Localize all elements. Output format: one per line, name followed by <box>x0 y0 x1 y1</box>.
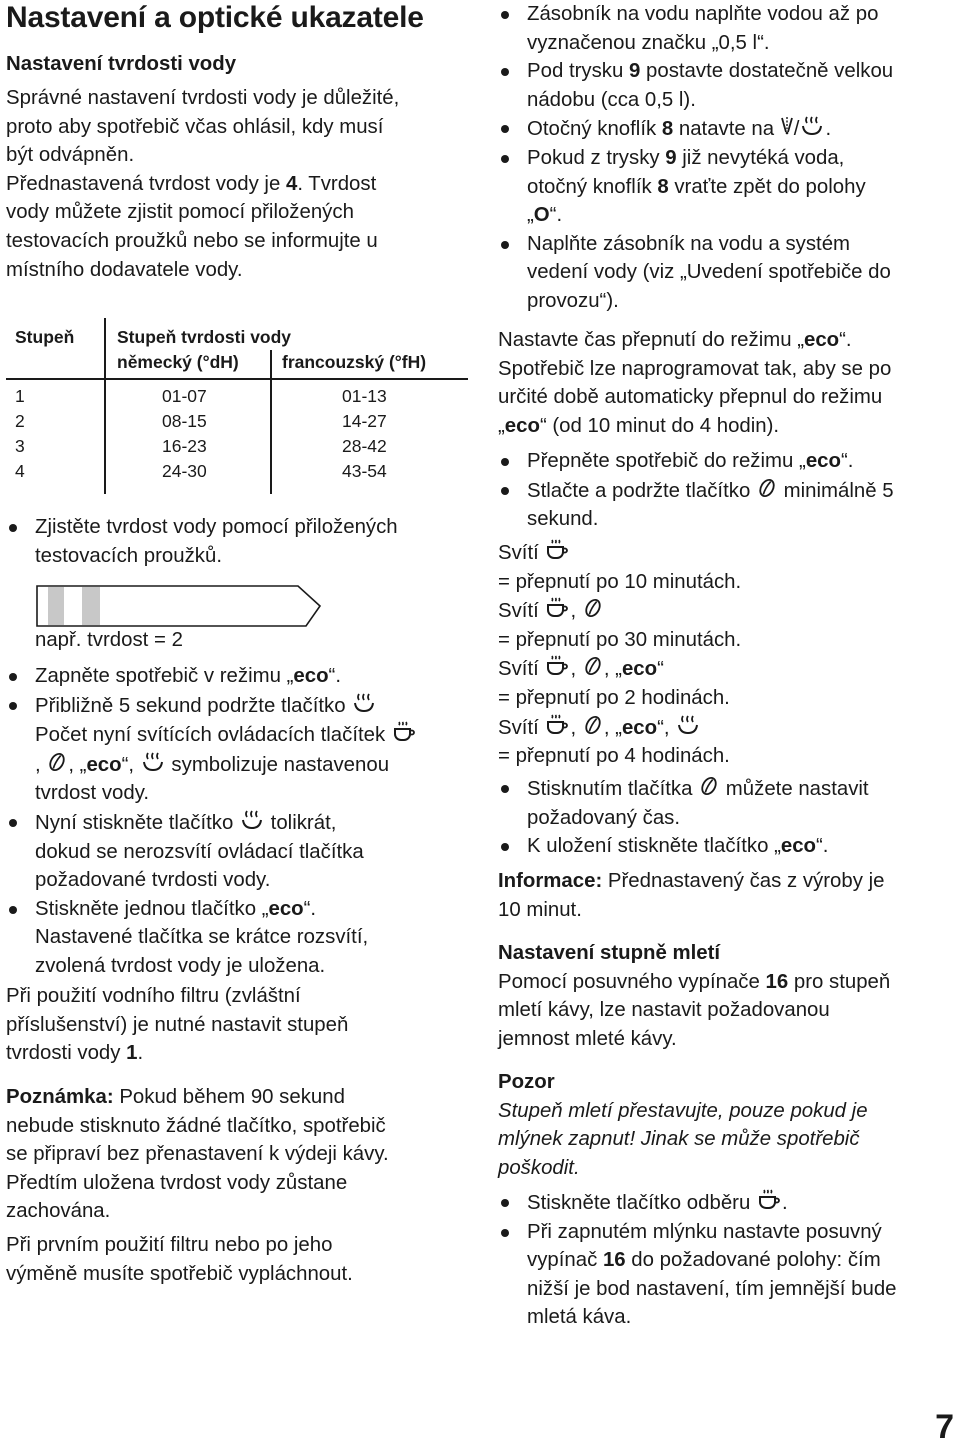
list-item: Naplňte zásobník na vodu a systém vedení vody (viz „Uvedení spotřebiče do provozu“). <box>498 230 954 316</box>
list-item: Zásobník na vodu naplňte vodou až po vyznačenou značku „0,5 l“. <box>498 0 954 57</box>
eco-time-options: Svítí = přepnutí po 10 minutách. Svítí , = přepnutí po 30 minutách. Svítí , , „eco“ = přepnutí po 2 hodinách. Svítí , , „eco“, = přepnutí po 4 hodinách. <box>498 538 954 771</box>
table-divider-2 <box>270 350 272 494</box>
intro-paragraph: Správné nastavení tvrdosti vody je důležité, proto aby spotřebič včas ohlásil, kdy musí být odvápněn. Přednastavená tvrdost vody je 4. Tvrdost vody můžete zjistit pomocí přiložených testovacích proužků nebo se informujte u místního dodavatele vody. <box>6 87 400 281</box>
table-header-french: francouzský (°fH) <box>282 352 427 372</box>
list-item: Stiskněte tlačítko odběru . <box>498 1188 954 1218</box>
caution-section: Pozor Stupeň mletí přestavujte, pouze pokud je mlýnek zapnut! Jinak se může spotřebič poškodit. <box>498 1068 954 1182</box>
bean-icon <box>698 774 720 798</box>
cup-icon <box>391 720 417 744</box>
table-divider-1 <box>104 318 106 494</box>
bean-icon <box>46 750 68 774</box>
example-label: např. tvrdost = 2 <box>35 629 183 651</box>
table-header-german: německý (°dH) <box>117 352 239 372</box>
eco-intro: Nastavte čas přepnutí do režimu „eco“. Spotřebič lze naprogramovat tak, aby se po určité době automaticky přepnul do režimu „eco“ (od 10 minut do 4 hodin). <box>498 329 892 437</box>
test-strip-step <box>6 513 468 570</box>
water-warning-icon <box>780 114 794 138</box>
grind-steps <box>498 1188 954 1332</box>
list-item: Pod trysku 9 postavte dostatečně velkou nádobu (cca 0,5 l). <box>498 57 954 114</box>
bean-icon <box>756 476 778 500</box>
cup-icon <box>544 654 570 678</box>
steam-icon <box>239 808 265 832</box>
list-item: Stiskněte jednou tlačítko „eco“. Nastavené tlačítka se krátce rozsvítí, zvolená tvrdost vody je uložena. <box>6 895 468 981</box>
steam-icon <box>351 691 377 715</box>
page-number: 7 <box>935 1408 954 1446</box>
info-paragraph: Informace: Přednastavený čas z výroby je 10 minut. <box>498 870 885 921</box>
list-item: Při zapnutém mlýnku nastavte posuvný vypínač 16 do požadované polohy: čím nižší je bod nastavení, tím jemnější bude mletá káva. <box>498 1218 954 1332</box>
filter-paragraph: Při použití vodního filtru (zvláštní příslušenství) je nutné nastavit stupeň tvrdosti vody 1. <box>6 985 349 1065</box>
list-item: Přepněte spotřebič do režimu „eco“. <box>498 447 954 476</box>
steam-icon <box>799 114 825 138</box>
list-item: Nyní stiskněte tlačítko tolikrát, dokud se nerozsvítí ovládací tlačítka požadované tvrdosti vody. <box>6 808 468 895</box>
list-item: Pokud z trysky 9 již nevytéká voda, otočný knoflík 8 vraťte zpět do polohy „O“. <box>498 144 954 230</box>
list-item: Stlačte a podržte tlačítko minimálně 5 sekund. <box>498 476 954 534</box>
table-header-level: Stupeň <box>15 327 75 347</box>
steam-icon <box>675 713 701 737</box>
water-hardness-heading: Nastavení tvrdosti vody <box>6 53 237 75</box>
list-item: Stisknutím tlačítka můžete nastavit požadovaný čas. <box>498 774 954 832</box>
filling-steps <box>498 0 954 316</box>
hardness-table: Stupeň Stupeň tvrdosti vody německý (°dH) francouzský (°fH) 1 01-07 01-13 2 08-15 14-27 3 16-23 28-42 4 24-30 43-54 <box>6 318 468 494</box>
grind-section: Nastavení stupně mletí Pomocí posuvného vypínače 16 pro stupeň mletí kávy, lze nastavit požadovanou jemnost mleté kávy. <box>498 939 954 1053</box>
page-title: Nastavení a optické ukazatele <box>6 1 424 34</box>
first-use-paragraph: Při prvním použití filtru nebo po jeho výměně musíte spotřebič vypláchnout. <box>6 1234 353 1285</box>
list-item: Přibližně 5 sekund podržte tlačítko Počet nyní svítících ovládacích tlačítek , , „eco“, symbolizuje nastavenou tvrdost vody. <box>6 691 468 808</box>
note-paragraph: Poznámka: Pokud během 90 sekund nebude stisknuto žádné tlačítko, spotřebič se připraví bez přenastavení k výdeji kávy. Předtím uložena tvrdost vody zůstane zachována. <box>6 1086 389 1223</box>
bean-icon <box>582 596 604 620</box>
grind-heading: Nastavení stupně mletí <box>498 942 721 964</box>
caution-heading: Pozor <box>498 1071 555 1093</box>
table-header-rule <box>6 378 468 380</box>
list-item: K uložení stiskněte tlačítko „eco“. <box>498 832 954 861</box>
table-header-hardness: Stupeň tvrdosti vody <box>117 327 292 347</box>
list-item: Zapněte spotřebič v režimu „eco“. <box>6 662 468 691</box>
eco-set-steps <box>498 774 954 861</box>
cup-icon <box>544 538 570 562</box>
list-item: Zjistěte tvrdost vody pomocí přiložených testovacích proužků. <box>6 513 468 570</box>
steam-icon <box>140 750 166 774</box>
bean-icon <box>582 713 604 737</box>
bean-icon <box>582 654 604 678</box>
cup-icon <box>756 1188 782 1212</box>
hardness-steps <box>6 662 468 981</box>
list-item: Otočný knoflík 8 natavte na / . <box>498 114 954 144</box>
test-strip-illustration <box>36 585 328 627</box>
eco-steps <box>498 447 954 534</box>
cup-icon <box>544 713 570 737</box>
cup-icon <box>544 596 570 620</box>
